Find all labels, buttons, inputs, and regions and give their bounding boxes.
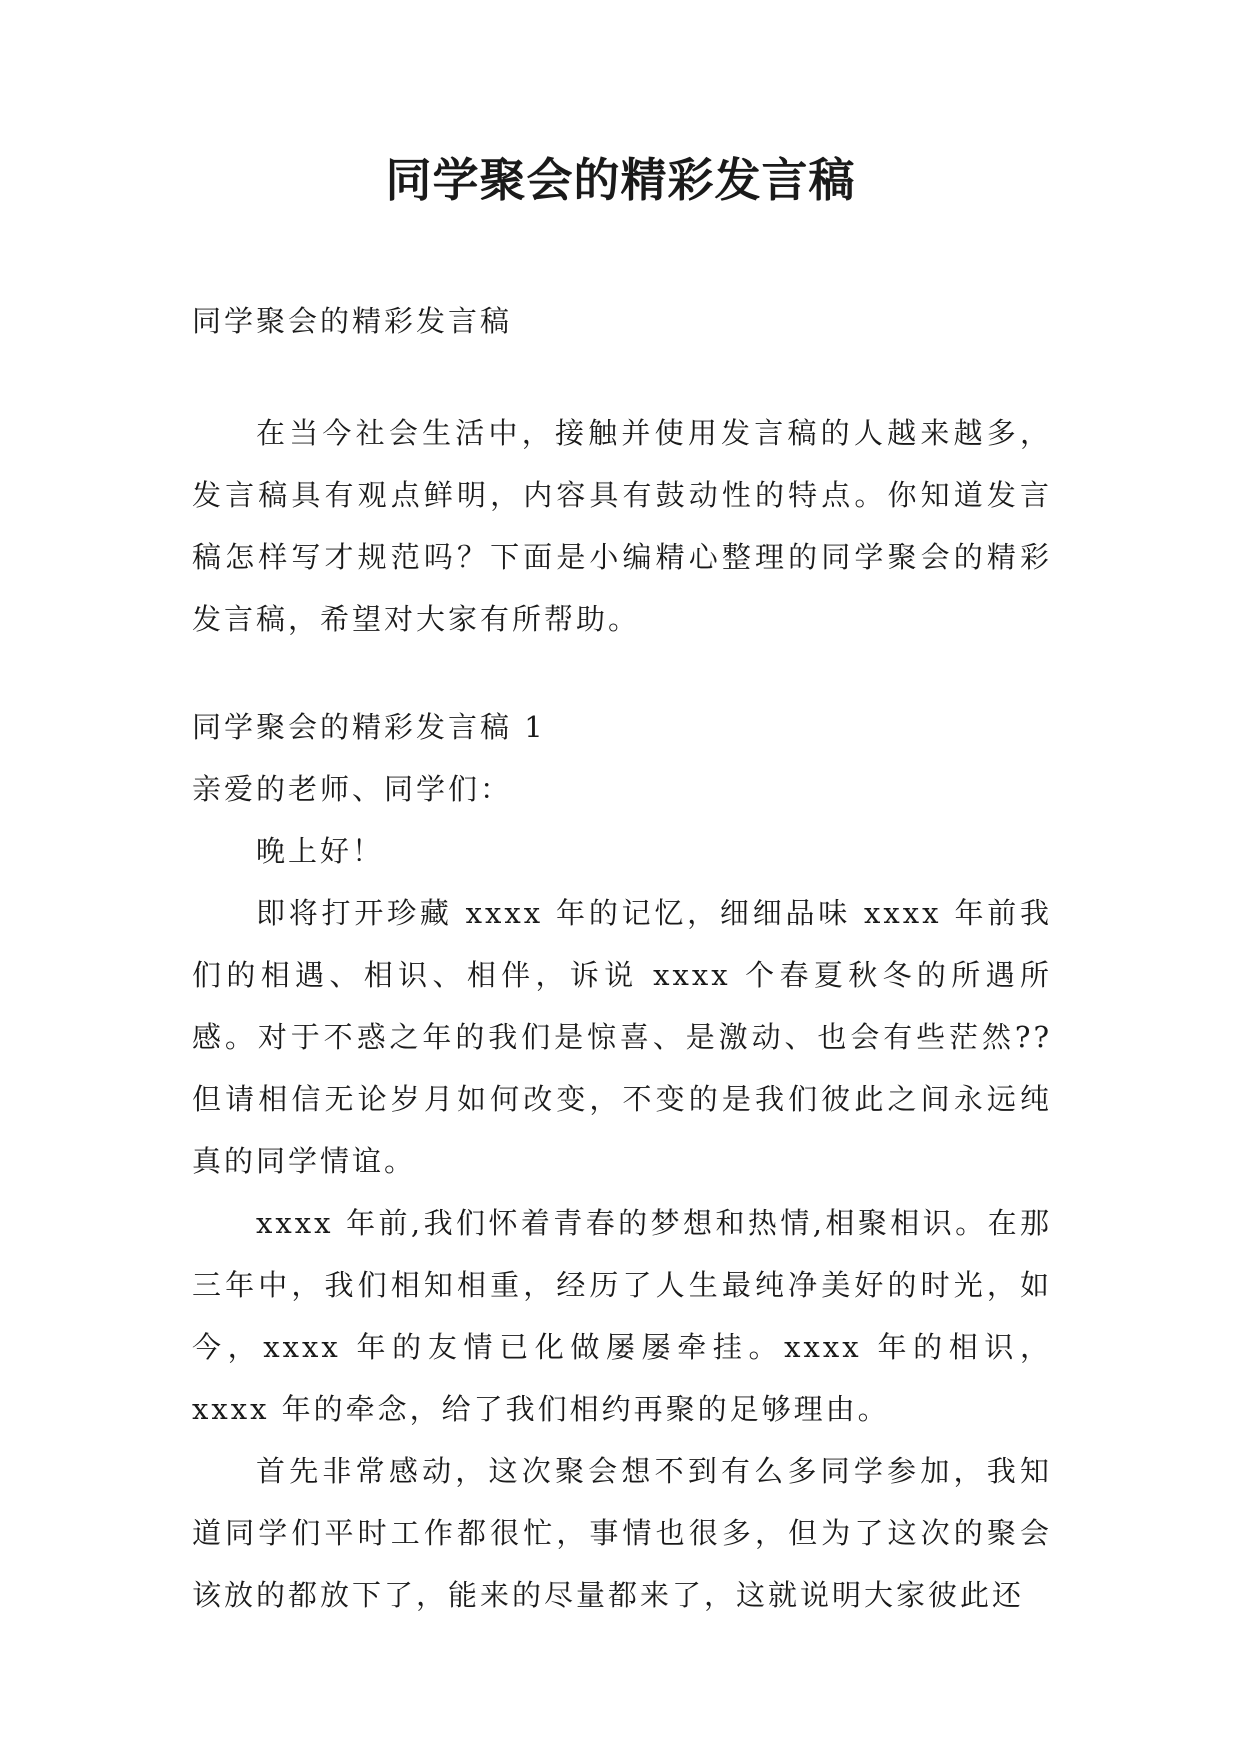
document-body xyxy=(192,290,1052,1626)
greeting: 晚上好！ xyxy=(256,834,385,868)
section-heading: 同学聚会的精彩发言稿 1 xyxy=(192,710,546,744)
document-title: 同学聚会的精彩发言稿 xyxy=(385,153,856,207)
body-paragraph-1: 即将打开珍藏 xxxx 年的记忆，细细品味 xxxx 年前我们的相遇、相识、相伴，诉说 xxxx 个春夏秋冬的所遇所感。对于不惑之年的我们是惊喜、是激动、也会有些茫然??但请相信无论岁月如何改变，不变的是我们彼此之间永远纯真的同学情谊。 xyxy=(192,896,1052,1178)
body-paragraph-2: xxxx 年前,我们怀着青春的梦想和热情,相聚相识。在那三年中，我们相知相重，经历了人生最纯净美好的时光，如今，xxxx 年的友情已化做屡屡牵挂。xxxx 年的相识，xxxx 年的牵念，给了我们相约再聚的足够理由。 xyxy=(192,1206,1052,1426)
document-subtitle: 同学聚会的精彩发言稿 xyxy=(192,304,513,338)
intro-paragraph: 在当今社会生活中，接触并使用发言稿的人越来越多，发言稿具有观点鲜明，内容具有鼓动性的特点。你知道发言稿怎样写才规范吗？下面是小编精心整理的同学聚会的精彩发言稿，希望对大家有所帮助。 xyxy=(192,416,1052,636)
salutation: 亲爱的老师、同学们： xyxy=(192,772,513,806)
body-paragraph-3: 首先非常感动，这次聚会想不到有么多同学参加，我知道同学们平时工作都很忙，事情也很多，但为了这次的聚会该放的都放下了，能来的尽量都来了，这就说明大家彼此还 xyxy=(192,1454,1052,1612)
